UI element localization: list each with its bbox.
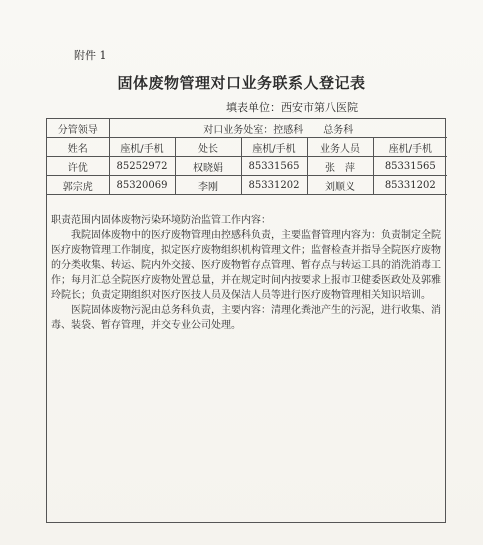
form-frame (46, 118, 446, 523)
table-cell: 85320069 (109, 176, 175, 195)
table-cell: 85331565 (241, 157, 307, 176)
table-cell: 张 萍 (307, 157, 373, 176)
header-phone: 座机/手机 (109, 138, 175, 157)
header-director: 处长 (175, 138, 241, 157)
table-cell: 郭宗虎 (47, 176, 109, 195)
duties-paragraph-sludge: 医院固体废物污泥由总务科负责，主要内容：清理化粪池产生的污泥，进行收集、消毒、装袋、暂存管理，并交专业公司处理。 (51, 305, 441, 331)
header-phone: 座机/手机 (241, 138, 307, 157)
attachment-label: 附件 1 (74, 49, 107, 62)
duties-paragraph-medical-waste: 我院固体废物中的医疗废物管理由控感科负责，主要监督管理内容为：负责制定全院医疗废物管理工作制度，拟定医疗废物组织机构管理文件；监督检查并指导全院医疗废物的分类收集、转运、院内外交接、医疗废物暂存点管理、暂存点与转运工具的消洗消毒工作；每月汇总全院医疗废物处置总量，并在规定时间内按要求上报市卫健委医政处及郭雅玲院长；负责定期组织对医疗医技人员及保洁人员等进行医疗废物管理相关知识培训。 (51, 230, 441, 301)
table-cell: 85331202 (241, 176, 307, 195)
leader-label-cell: 分管领导 (47, 119, 109, 138)
table-row (47, 119, 447, 138)
form-title: 固体废物管理对口业务联系人登记表 (117, 74, 366, 92)
duties-section (51, 213, 443, 333)
table-cell: 85252972 (109, 157, 175, 176)
table-cell: 85331202 (373, 176, 447, 195)
table-cell: 权晓娟 (175, 157, 241, 176)
header-staff: 业务人员 (307, 138, 373, 157)
contact-table (47, 119, 447, 195)
table-cell: 85331565 (373, 157, 447, 176)
table-row (47, 176, 447, 195)
table-row (47, 157, 447, 176)
table-cell: 许优 (47, 157, 109, 176)
table-cell: 李刚 (175, 176, 241, 195)
header-phone: 座机/手机 (373, 138, 447, 157)
table-header-row (47, 138, 447, 157)
header-name: 姓名 (47, 138, 109, 157)
reporting-unit: 填表单位：西安市第八医院 (226, 101, 358, 114)
duties-intro: 职责范围内固体废物污染环境防治监管工作内容： (51, 215, 271, 226)
office-cell: 对口业务处室：控感科 总务科 (109, 119, 447, 138)
table-cell: 刘顺义 (307, 176, 373, 195)
